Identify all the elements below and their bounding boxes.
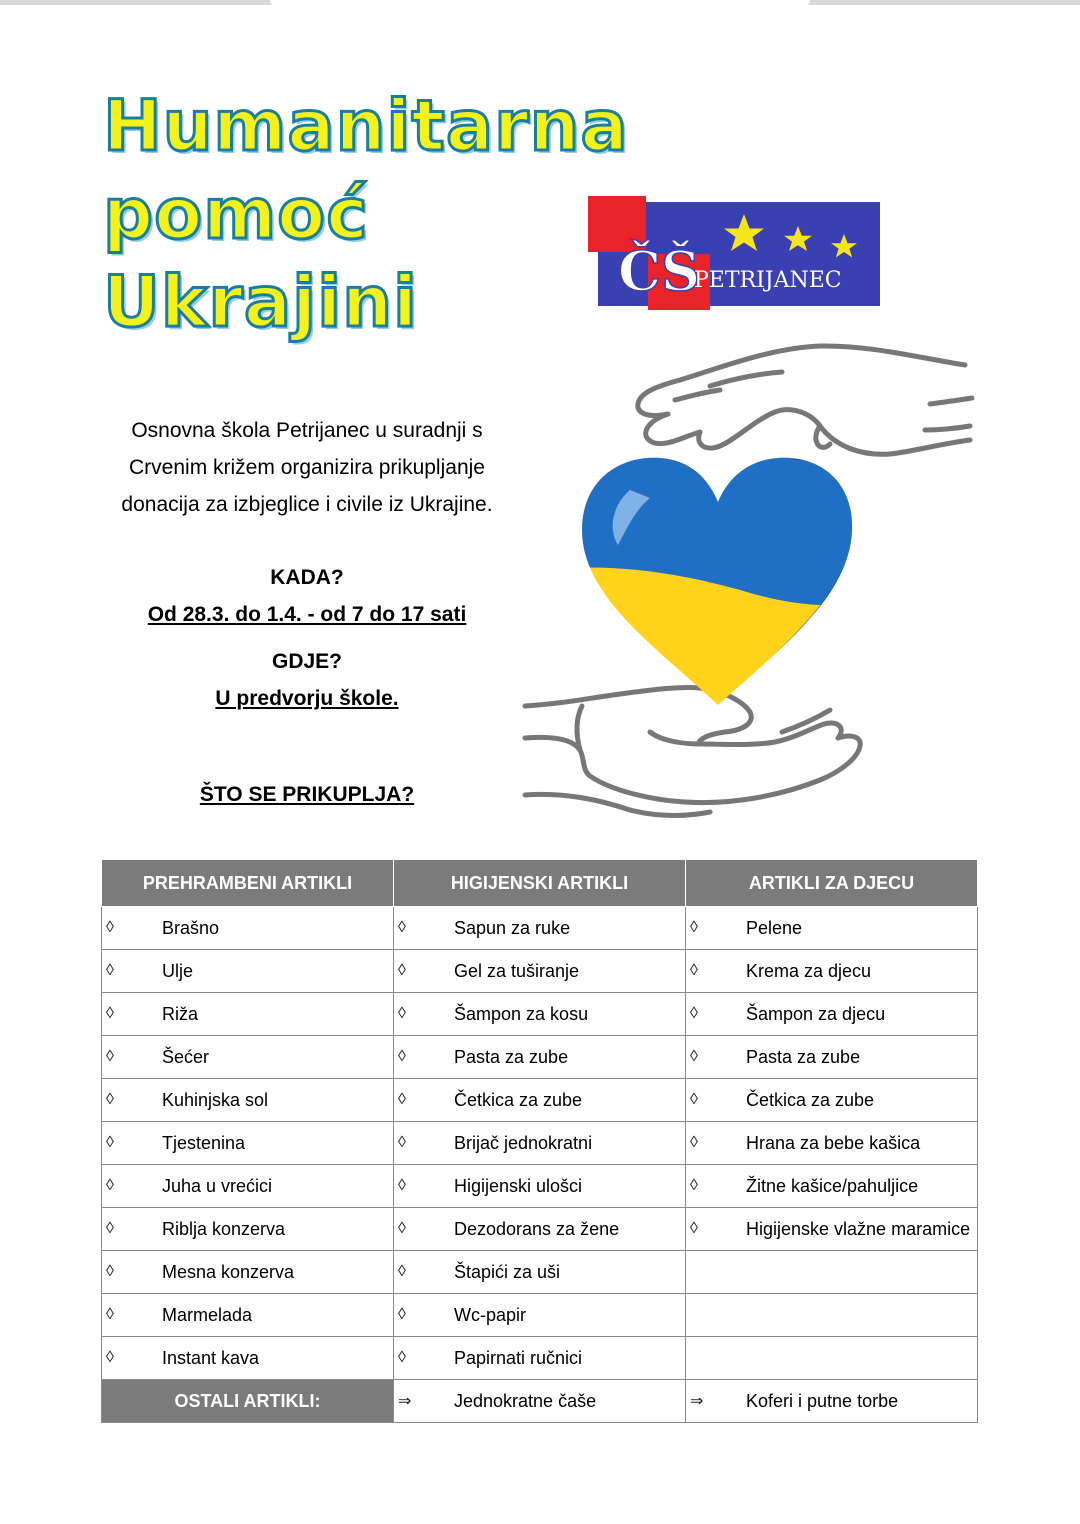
item-cell-hygiene [394, 1208, 686, 1251]
heart-in-hands-illustration [520, 340, 980, 820]
item-cell-food [102, 1079, 394, 1122]
column-header-children: ARTIKLI ZA DJECU [686, 860, 978, 907]
where-section [100, 643, 514, 717]
title-line-1: Humanitarna [103, 85, 629, 167]
bullet-icon: ◊ [690, 1005, 698, 1022]
item-label: Riblja konzerva [162, 1218, 286, 1239]
table-row [102, 1337, 978, 1380]
item-cell-children [686, 1165, 978, 1208]
when-label: KADA? [270, 566, 344, 589]
item-label: Šećer [162, 1046, 210, 1067]
item-cell-children [686, 1079, 978, 1122]
arrow-right-icon: ⇒ [398, 1393, 412, 1410]
item-label: Štapići za uši [454, 1261, 561, 1282]
bullet-icon: ◊ [398, 1005, 406, 1022]
bullet-icon: ◊ [106, 962, 114, 979]
title-line-3: Ukrajini [103, 261, 418, 343]
school-logo [586, 194, 882, 312]
item-label: Juha u vrećici [162, 1175, 273, 1196]
bullet-icon: ◊ [690, 1177, 698, 1194]
bullet-icon: ◊ [690, 919, 698, 936]
item-label: Ulje [162, 960, 194, 981]
item-label: Brašno [162, 917, 220, 938]
item-cell-children [686, 1337, 978, 1380]
bullet-icon: ◊ [106, 1263, 114, 1280]
item-label: Mesna konzerva [162, 1261, 295, 1282]
table-header-row [102, 860, 978, 907]
sheet-handle [270, 0, 810, 6]
intro-line-1: Osnovna škola Petrijanec u suradnji s [131, 419, 483, 442]
when-value: Od 28.3. do 1.4. - od 7 do 17 sati [147, 603, 467, 626]
item-label: Šampon za djecu [746, 1003, 886, 1024]
item-label: Četkica za zube [454, 1089, 583, 1110]
bullet-icon: ◊ [690, 1134, 698, 1151]
title-line-2: pomoć [103, 173, 369, 255]
column-header-hygiene: HIGIJENSKI ARTIKLI [394, 860, 686, 907]
table-row [102, 993, 978, 1036]
intro-line-2: Crvenim križem organizira prikupljanje [129, 456, 485, 479]
item-cell-food [102, 1036, 394, 1079]
table-row [102, 1036, 978, 1079]
other-item-cell [686, 1380, 978, 1423]
item-cell-food [102, 907, 394, 950]
bullet-icon: ◊ [398, 1349, 406, 1366]
bullet-icon: ◊ [690, 1048, 698, 1065]
logo-school-name: PETRIJANEC [694, 268, 842, 293]
table-row [102, 1208, 978, 1251]
item-label: Pasta za zube [454, 1046, 569, 1067]
bullet-icon: ◊ [398, 962, 406, 979]
collect-heading: ŠTO SE PRIKUPLJA? [199, 783, 415, 806]
logo-letters: ČŠ [618, 239, 700, 303]
item-cell-food [102, 1165, 394, 1208]
item-label: Krema za djecu [746, 960, 872, 981]
table-row [102, 907, 978, 950]
table-row [102, 1251, 978, 1294]
item-cell-children [686, 1036, 978, 1079]
item-cell-hygiene [394, 1079, 686, 1122]
bullet-icon: ◊ [106, 1048, 114, 1065]
item-label: Higijenske vlažne maramice [746, 1218, 971, 1239]
item-cell-children [686, 993, 978, 1036]
column-header-food: PREHRAMBENI ARTIKLI [102, 860, 394, 907]
bullet-icon: ◊ [106, 1349, 114, 1366]
bottom-hand-icon [525, 687, 860, 815]
other-item-label: Jednokratne čaše [454, 1390, 597, 1411]
bullet-icon: ◊ [690, 962, 698, 979]
bullet-icon: ◊ [106, 1091, 114, 1108]
item-cell-children [686, 950, 978, 993]
item-cell-food [102, 950, 394, 993]
where-value: U predvorju škole. [215, 687, 399, 710]
bullet-icon: ◊ [106, 1177, 114, 1194]
item-label: Žitne kašice/pahuljice [746, 1175, 919, 1196]
item-label: Marmelada [162, 1304, 253, 1325]
bullet-icon: ◊ [398, 1177, 406, 1194]
table-row [102, 1165, 978, 1208]
item-label: Četkica za zube [746, 1089, 875, 1110]
item-label: Šampon za kosu [454, 1003, 589, 1024]
item-label: Hrana za bebe kašica [746, 1132, 921, 1153]
item-cell-hygiene [394, 993, 686, 1036]
where-label: GDJE? [271, 650, 342, 673]
item-label: Riža [162, 1003, 199, 1024]
other-items-row [102, 1380, 978, 1423]
item-label: Pelene [746, 917, 803, 938]
top-hand-icon [638, 346, 972, 454]
item-label: Gel za tuširanje [454, 960, 580, 981]
bullet-icon: ◊ [398, 1220, 406, 1237]
item-label: Brijač jednokratni [454, 1132, 593, 1153]
item-label: Sapun za ruke [454, 917, 571, 938]
bullet-icon: ◊ [398, 1134, 406, 1151]
item-cell-hygiene [394, 1337, 686, 1380]
item-cell-children [686, 1208, 978, 1251]
item-label: Kuhinjska sol [162, 1089, 269, 1110]
item-label: Higijenski ulošci [454, 1175, 583, 1196]
heart-icon [570, 440, 870, 720]
item-cell-hygiene [394, 907, 686, 950]
bullet-icon: ◊ [106, 1005, 114, 1022]
poster-title [103, 82, 629, 346]
item-label: Instant kava [162, 1347, 260, 1368]
table-row [102, 1079, 978, 1122]
item-cell-children [686, 1251, 978, 1294]
item-label: Tjestenina [162, 1132, 246, 1153]
bullet-icon: ◊ [690, 1091, 698, 1108]
item-cell-children [686, 1122, 978, 1165]
item-cell-hygiene [394, 1122, 686, 1165]
bullet-icon: ◊ [106, 1134, 114, 1151]
item-cell-hygiene [394, 1036, 686, 1079]
item-label: Dezodorans za žene [454, 1218, 620, 1239]
bullet-icon: ◊ [398, 1048, 406, 1065]
item-cell-food [102, 1337, 394, 1380]
item-label: Papirnati ručnici [454, 1347, 583, 1368]
other-item-cell [394, 1380, 686, 1423]
bullet-icon: ◊ [690, 1220, 698, 1237]
item-cell-hygiene [394, 950, 686, 993]
bullet-icon: ◊ [398, 919, 406, 936]
item-label: Wc-papir [454, 1304, 527, 1325]
item-cell-food [102, 1122, 394, 1165]
item-cell-food [102, 1294, 394, 1337]
item-cell-hygiene [394, 1251, 686, 1294]
bullet-icon: ◊ [398, 1306, 406, 1323]
top-status-bar [0, 0, 1080, 5]
intro-line-3: donacija za izbjeglice i civile iz Ukrajine. [121, 493, 493, 516]
item-cell-children [686, 907, 978, 950]
item-cell-food [102, 1208, 394, 1251]
item-label: Pasta za zube [746, 1046, 861, 1067]
arrow-right-icon: ⇒ [690, 1393, 704, 1410]
item-cell-hygiene [394, 1165, 686, 1208]
other-item-label: Koferi i putne torbe [746, 1390, 899, 1411]
donation-items-table [101, 859, 978, 1423]
bullet-icon: ◊ [106, 1306, 114, 1323]
bullet-icon: ◊ [106, 919, 114, 936]
bullet-icon: ◊ [398, 1091, 406, 1108]
table-body [102, 907, 978, 1423]
intro-text [100, 412, 514, 523]
bullet-icon: ◊ [106, 1220, 114, 1237]
table-row [102, 950, 978, 993]
table-row [102, 1294, 978, 1337]
table-row [102, 1122, 978, 1165]
item-cell-food [102, 1251, 394, 1294]
bullet-icon: ◊ [398, 1263, 406, 1280]
other-items-label: OSTALI ARTIKLI: [102, 1380, 394, 1423]
item-cell-hygiene [394, 1294, 686, 1337]
when-section [100, 559, 514, 633]
item-cell-children [686, 1294, 978, 1337]
item-cell-food [102, 993, 394, 1036]
